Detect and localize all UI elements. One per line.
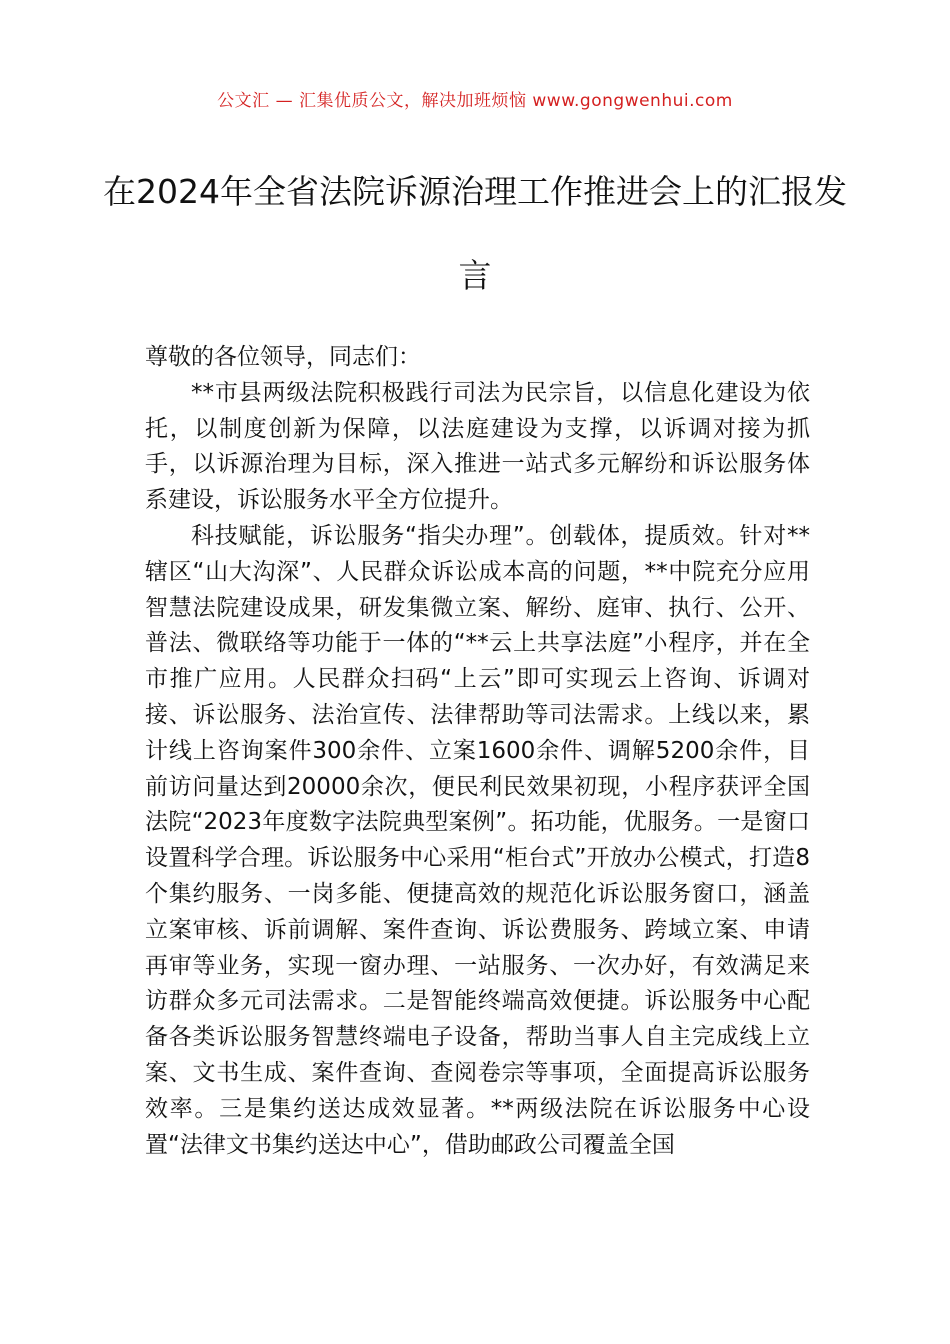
paragraph: **市县两级法院积极践行司法为民宗旨，以信息化建设为依托，以制度创新为保障，以法庭建设为支撑，以诉调对接为抓手，以诉源治理为目标，深入推进一站式多元解纷和诉讼服务体系建设，诉讼服务水平全方位提升。 [145,379,810,514]
header-banner: 公文汇 — 汇集优质公文，解决加班烦恼 www.gongwenhui.com [217,91,733,111]
document-title: 在2024年全省法院诉源治理工作推进会上的汇报发言 [103,172,847,295]
paragraph: 科技赋能，诉讼服务“指尖办理”。创载体，提质效。针对**辖区“山大沟深”、人民群众诉讼成本高的问题，**中院充分应用智慧法院建设成果，研发集微立案、解纷、庭审、执行、公开、普法、微联络等功能于一体的“**云上共享法庭”小程序，并在全市推广应用。人民群众扫码“上云”即可实现云上咨询、诉调对接、诉讼服务、法治宣传、法律帮助等司法需求。上线以来，累计线上咨询案件300余件、立案1600余件、调解5200余件，目前访问量达到20000余次，便民利民效果初现，小程序获评全国法院“2023年度数字法院典型案例”。拓功能，优服务。一是窗口设置科学合理。诉讼服务中心采用“柜台式”开放办公模式，打造8个集约服务、一岗多能、便捷高效的规范化诉讼服务窗口，涵盖立案审核、诉前调解、案件查询、诉讼费服务、跨域立案、申请再审等业务，实现一窗办理、一站服务、一次办好，有效满足来访群众多元司法需求。二是智能终端高效便捷。诉讼服务中心配备各类诉讼服务智慧终端电子设备，帮助当事人自主完成线上立案、文书生成、案件查询、查阅卷宗等事项，全面提高诉讼服务效率。三是集约送达成效显著。**两级法院在诉讼服务中心设置“法律文书集约送达中心”，借助邮政公司覆盖全国 [145,522,810,1158]
salutation: 尊敬的各位领导，同志们： [145,344,421,370]
document-body [145,340,810,1163]
